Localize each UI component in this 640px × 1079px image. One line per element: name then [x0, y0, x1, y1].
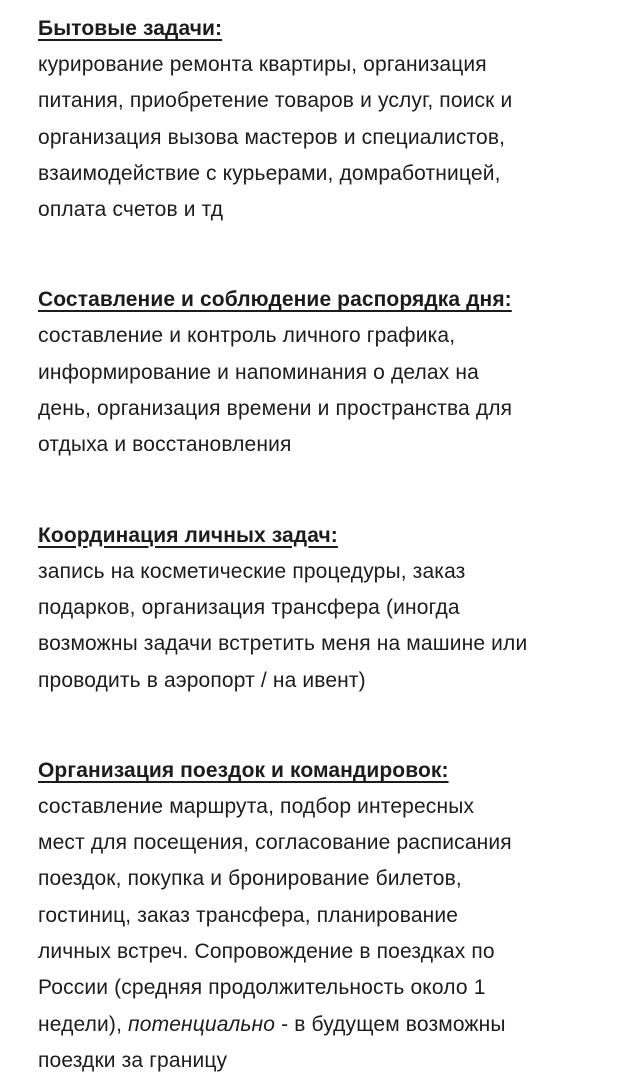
section-body — [38, 318, 620, 463]
body-line: отдыха и восстановления — [38, 433, 292, 457]
body-line: питания, приобретение товаров и услуг, поиск и — [38, 89, 513, 113]
section-body — [38, 47, 620, 228]
body-line: поездки за границу — [38, 1048, 228, 1072]
body-line: России (средняя продолжительность около 1 — [38, 976, 486, 1000]
body-line: личных встреч. Сопровождение в поездках по — [38, 940, 495, 964]
section-personal-tasks — [38, 518, 620, 699]
body-line: гостиниц, заказ трансфера, планирование — [38, 903, 459, 927]
body-line: возможны задачи встретить меня на машине или — [38, 632, 528, 656]
body-line: составление маршрута, подбор интересных — [38, 794, 475, 818]
section-travel — [38, 753, 620, 1079]
body-line: поездок, покупка и бронирование билетов, — [38, 867, 462, 891]
italic-emphasis: потенциально — [128, 1012, 276, 1036]
section-title: Организация поездок и командировок: — [38, 758, 449, 782]
section-body — [38, 554, 620, 699]
body-line: подарков, организация трансфера (иногда — [38, 595, 460, 619]
body-line: составление и контроль личного графика, — [38, 324, 456, 348]
section-body — [38, 789, 620, 1079]
section-title: Координация личных задач: — [38, 523, 338, 547]
body-line: проводить в аэропорт / на ивент) — [38, 668, 366, 692]
body-line: курирование ремонта квартиры, организация — [38, 53, 487, 76]
body-line: взаимодействие с курьерами, домработницей, — [38, 161, 501, 185]
text-after-italic: - в будущем возможны — [275, 1012, 506, 1036]
body-line: информирование и напоминания о делах на — [38, 360, 479, 384]
body-line: организация вызова мастеров и специалистов, — [38, 125, 506, 149]
section-title: Составление и соблюдение распорядка дня: — [38, 288, 512, 312]
body-line-mixed — [38, 1007, 620, 1043]
section-title: Бытовые задачи: — [38, 17, 223, 40]
section-daily-schedule — [38, 282, 620, 463]
body-line: запись на косметические процедуры, заказ — [38, 559, 466, 583]
section-household-tasks — [38, 11, 620, 228]
body-line: день, организация времени и пространства для — [38, 397, 513, 421]
text-before-italic: недели), — [38, 1012, 129, 1036]
body-line: мест для посещения, согласование расписания — [38, 831, 512, 855]
body-line: оплата счетов и тд — [38, 198, 224, 222]
